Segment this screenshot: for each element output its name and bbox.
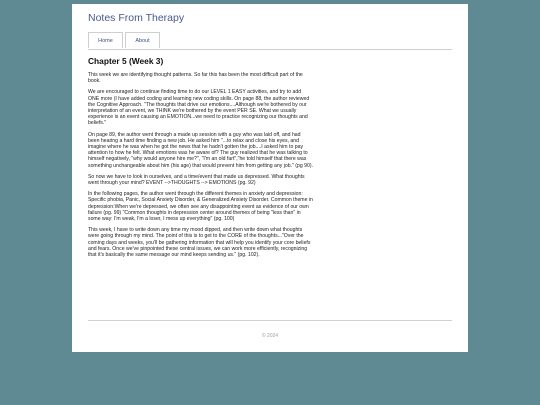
post-paragraph-3: On page 89, the author went through a made up session with a guy who was laid off, and had been hearing a hard time finding a new job. He asked him "...to relax and close his eyes, and imagine where he was when he got the news that he hadn't gotten the job....I asked him to pay attention to how he felt. What emotions was he aware of? The guy realized that he was talking to himself negatively, "why would anyone hire me?", "I'm an old fart","he told himself that there was something unchangeable about him (his age) that would prevent him from getting any job." (pg 90). [88,131,314,169]
post-paragraph-6: This week, I have to write down any time my mood dipped, and then write down what thoughts were going through my mind. The point of this is to get to the CORE of the thoughts..."Over the coming days and weeks, you'll be gathering information that will help you identify your core beliefs and fears. Once we've pinpointed these central issues, we can work more efficiently, recognizing that it's basically the same message our mind keeps sending us." (pg. 102). [88,227,311,259]
nav-tabs [88,32,452,50]
page-container [72,4,468,352]
post-paragraph-5: In the following pages, the author went through the different themes in anxiety and depression: Specific phobia, Panic, Social Anxiety Disorder, & Generalized Anxiety Disorder. Common theme in depression:When we're depressed, we often see any disappointing event as evidence of our own failure (pg. 99) "Common thoughts in depression center around themes of being "less than" in some way: I'm weak, I'm a loser, I mess up everything" (pg. 100) [88,191,313,223]
post-paragraph-1: This week we are identifying thought patterns. So far this has been the most difficult part of the book. [88,72,303,85]
tab-about[interactable]: About [125,32,160,48]
post-paragraph-4: So now we have to look in ourselves, and a time/event that made us depressed. What thoughts went through your mind? EVENT -->THOUGHTS --> EMOTIONS (pg. 92) [88,173,305,187]
site-title[interactable]: Notes From Therapy [88,12,185,24]
post-paragraph-2: We are encouraged to continue finding time to do our LEVEL 1 EASY activities, and try to add ONE more (I have added coding and learning new coding skills. On page 88, the author reviewed the Cognitive Approach. "The thoughts that drive our emotions....Although we're bothered by our interpretation of an event, we THINK we're bothered by the event PER SE. What we usually experience is an event causing an EMOTION...we need to practice recognizing our thoughts and beliefs." [88,89,310,127]
post-content [88,56,313,263]
post-title: Chapter 5 (Week 3) [88,56,164,66]
tab-home[interactable]: Home [88,32,123,48]
footer-copyright: © 2024 [261,333,279,339]
footer-divider [88,320,452,321]
